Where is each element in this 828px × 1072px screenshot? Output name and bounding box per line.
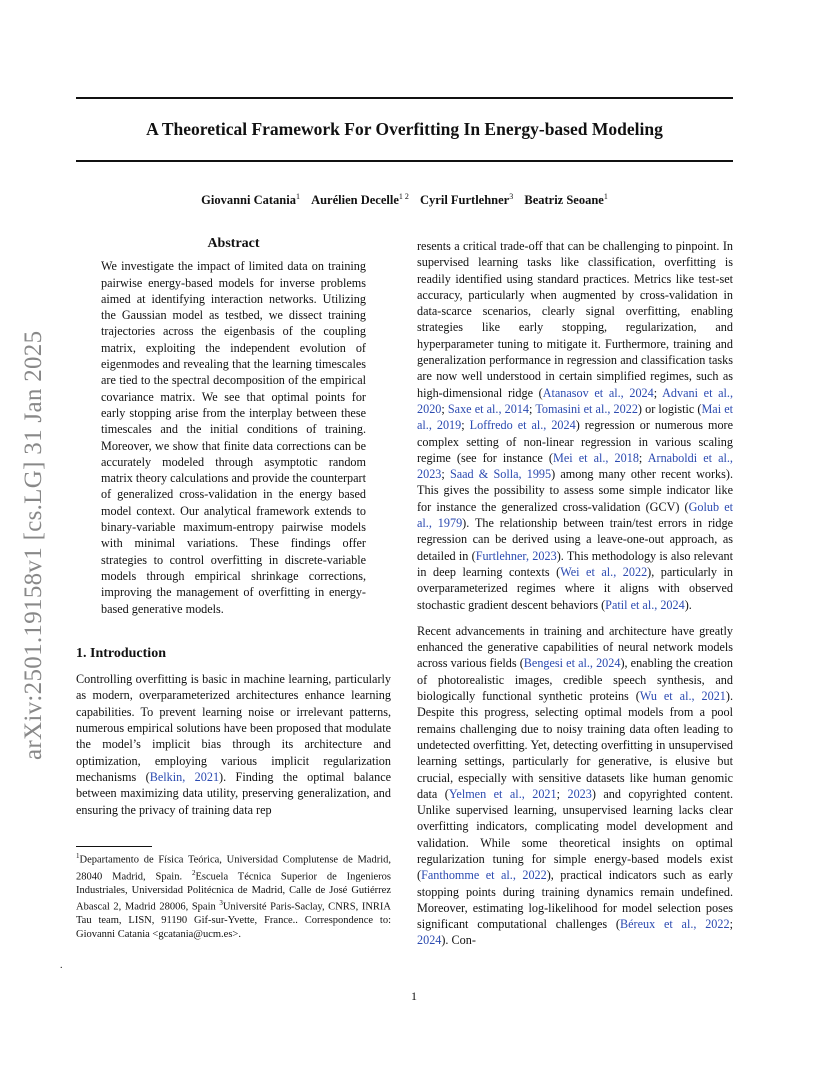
footnote-dot: .	[60, 960, 63, 971]
citation-link[interactable]: Arnaboldi et al., 2023	[417, 450, 733, 482]
abstract-heading: Abstract	[207, 236, 260, 251]
citation-link[interactable]: Saad & Solla, 1995	[449, 467, 552, 482]
citation-link[interactable]: Mai et al., 2019	[417, 401, 734, 433]
citation-link[interactable]: Saxe et al., 2014	[447, 401, 530, 416]
citation-link[interactable]: Mei et al., 2018	[552, 450, 639, 465]
author	[201, 193, 300, 207]
author-name: Giovanni Catania	[201, 193, 296, 208]
title-rule-bottom	[76, 160, 733, 162]
author-list	[76, 192, 733, 208]
intro-paragraph-1-continued: resents a critical trade-off that can be challenging to pinpoint. In supervised learning tasks like classification, overfitting is readily identified using standard practices. Metrics like test-set accuracy, particularly when augmented by cross-validation in data-scarce scenarios, clearly signal overfitting, enabling strategies like early stopping, regularization, and hyperparameter tuning to mitigate it. Furthermore, training and generalization performance in regression and classification tasks are now well understood in certain simplified regimes, such as high-dimensional ridge (Atanasov et al., 2024; Advani et al., 2020; Saxe et al., 2014; Tomasini et al., 2022) or logistic (Mai et al., 2019; Loffredo et al., 2024) regression or numerous more complex setting of non-linear regression in various scaling regime (see for instance (Mei et al., 2018; Arnaboldi et al., 2023; Saad & Solla, 1995) among many other recent works). This gives the possibility to assess some simple indicator like for instance the generalized cross-validation (GCV) (Golub et al., 1979). The relationship between train/test errors in ridge regression can be derived using a leave-one-out approach, as detailed in (Furtlehner, 2023). This methodology is also relevant in deep learning contexts (Wei et al., 2022), particularly in overparameterized regimes where it aligns with observed stochastic gradient descent behaviors (Patil et al., 2024).	[417, 239, 734, 612]
citation-link[interactable]: Tomasini et al., 2022	[535, 401, 638, 416]
citation-link[interactable]: 2023	[567, 786, 592, 801]
paper-title: A Theoretical Framework For Overfitting In Energy-based Modeling	[146, 119, 663, 139]
citation-link[interactable]: Belkin, 2021	[149, 769, 220, 784]
citation-link[interactable]: Yelmen et al., 2021	[448, 786, 557, 801]
author	[420, 193, 513, 207]
right-column	[417, 238, 733, 949]
citation-link[interactable]: Golub et al., 1979	[417, 499, 734, 531]
author-name: Beatriz Seoane	[524, 193, 604, 208]
citation-link[interactable]: Wu et al., 2021	[639, 689, 726, 704]
intro-paragraph-1-start: Controlling overfitting is basic in machine learning, particularly as modern, overparameterized architectures enhance learning capabilities. To prevent learning noise or irrelevant patterns, numerous empirical solutions have been proposed that modulate the model’s implicit bias through its architecture and optimization, employing various implicit regularization mechanisms (Belkin, 2021). Finding the optimal balance between maximizing data utility, preserving generalization, and ensuring the privacy of training data rep	[76, 672, 392, 817]
author-name: Aurélien Decelle	[311, 193, 399, 208]
intro-paragraph-2: Recent advancements in training and architecture have greatly enhanced the generative capabilities of neural network models across various fields (Bengesi et al., 2024), enabling the creation of photorealistic images, credible speech synthesis, and biologically functional synthetic proteins (Wu et al., 2021). Despite this progress, selecting optimal models from a pool remains challenging due to noisy training data often leading to undetected overfitting. Yet, detecting overfitting in unsupervised learning settings, particularly for generative, is elusive but crucial, especially with sensitive datasets like human genomic data (Yelmen et al., 2021; 2023) and copyrighted content. Unlike supervised learning, unsupervised learning lacks clear overfitting indicators, complicating model development and validation. While some theoretical insights on optimal regularization tuning for simple energy-based models exist (Fanthomme et al., 2022), practical indicators such as early stopping points during training dynamics remain undefined. Moreover, estimating log-likelihood for model selection poses significant computational challenges (Béreux et al., 2022; 2024). Con-	[417, 623, 734, 948]
citation-link[interactable]: Atanasov et al., 2024	[542, 385, 654, 400]
author-affiliation: 3	[509, 192, 514, 201]
citation-link[interactable]: Fanthomme et al., 2022	[421, 868, 547, 883]
author	[524, 193, 608, 207]
citation-link[interactable]: 2024	[417, 933, 442, 948]
author-affiliation: 1	[603, 192, 608, 201]
author-name: Cyril Furtlehner	[420, 193, 510, 208]
affiliation-footnote: $^1$Departamento de Física Teórica, Universidad Complutense de Madrid, 28040 Madrid, Spain. $^2$Escuela Técnica Superior de Ingenieros Industriales, Universidad Politécnica de Madrid, Calle de José Gutiérrez Abascal 2, Madrid 28006, Spain $^3$Université Paris-Saclay, CNRS, INRIA Tau team, LISN, 91190 Gif-sur-Yvette, France.. Correspondence to: Giovanni Catania <gcatania@ucm.es>.	[76, 852, 392, 940]
title-rule-top	[76, 97, 733, 99]
citation-link[interactable]: Patil et al., 2024	[605, 597, 685, 612]
citation-link[interactable]: Loffredo et al., 2024	[469, 418, 576, 433]
page-number: 1	[411, 989, 417, 1003]
footnote-rule	[76, 846, 152, 847]
abstract-text: We investigate the impact of limited data on training pairwise energy-based models for inverse problems aimed at identifying interaction networks. Utilizing the Gaussian model as testbed, we dissect training trajectories across the eigenbasis of the coupling matrix, exploiting the independent evolution of eigenmodes and revealing that the learning timescales are tied to the spectral decomposition of the empirical covariance matrix. We see that optimal points for early stopping arise from the interplay between these timescales and the initial conditions of training. Moreover, we show that finite data corrections can be accurately modeled through asymptotic random matrix theory calculations and provide the counterpart of generalized cross-validation in the energy based model context. Our analytical framework extends to binary-variable maximum-entropy pairwise models with minimal variations. These findings offer strategies to control overfitting in discrete-variable models through empirical shrinkage corrections, improving the management of overfitting in energy-based generative models.	[101, 259, 366, 616]
citation-link[interactable]: Advani et al., 2020	[417, 385, 733, 416]
introduction-heading: 1. Introduction	[76, 645, 166, 661]
arxiv-identifier-stamp: arXiv:2501.19158v1 [cs.LG] 31 Jan 2025	[20, 330, 47, 760]
citation-link[interactable]: Béreux et al., 2022	[620, 917, 730, 932]
author-affiliation: 1 2	[398, 192, 409, 201]
citation-link[interactable]: Bengesi et al., 2024	[523, 656, 621, 671]
left-column	[76, 236, 391, 818]
citation-link[interactable]: Furtlehner, 2023	[475, 548, 557, 563]
author	[311, 193, 409, 207]
author-affiliation: 1	[295, 192, 300, 201]
citation-link[interactable]: Wei et al., 2022	[560, 564, 648, 579]
